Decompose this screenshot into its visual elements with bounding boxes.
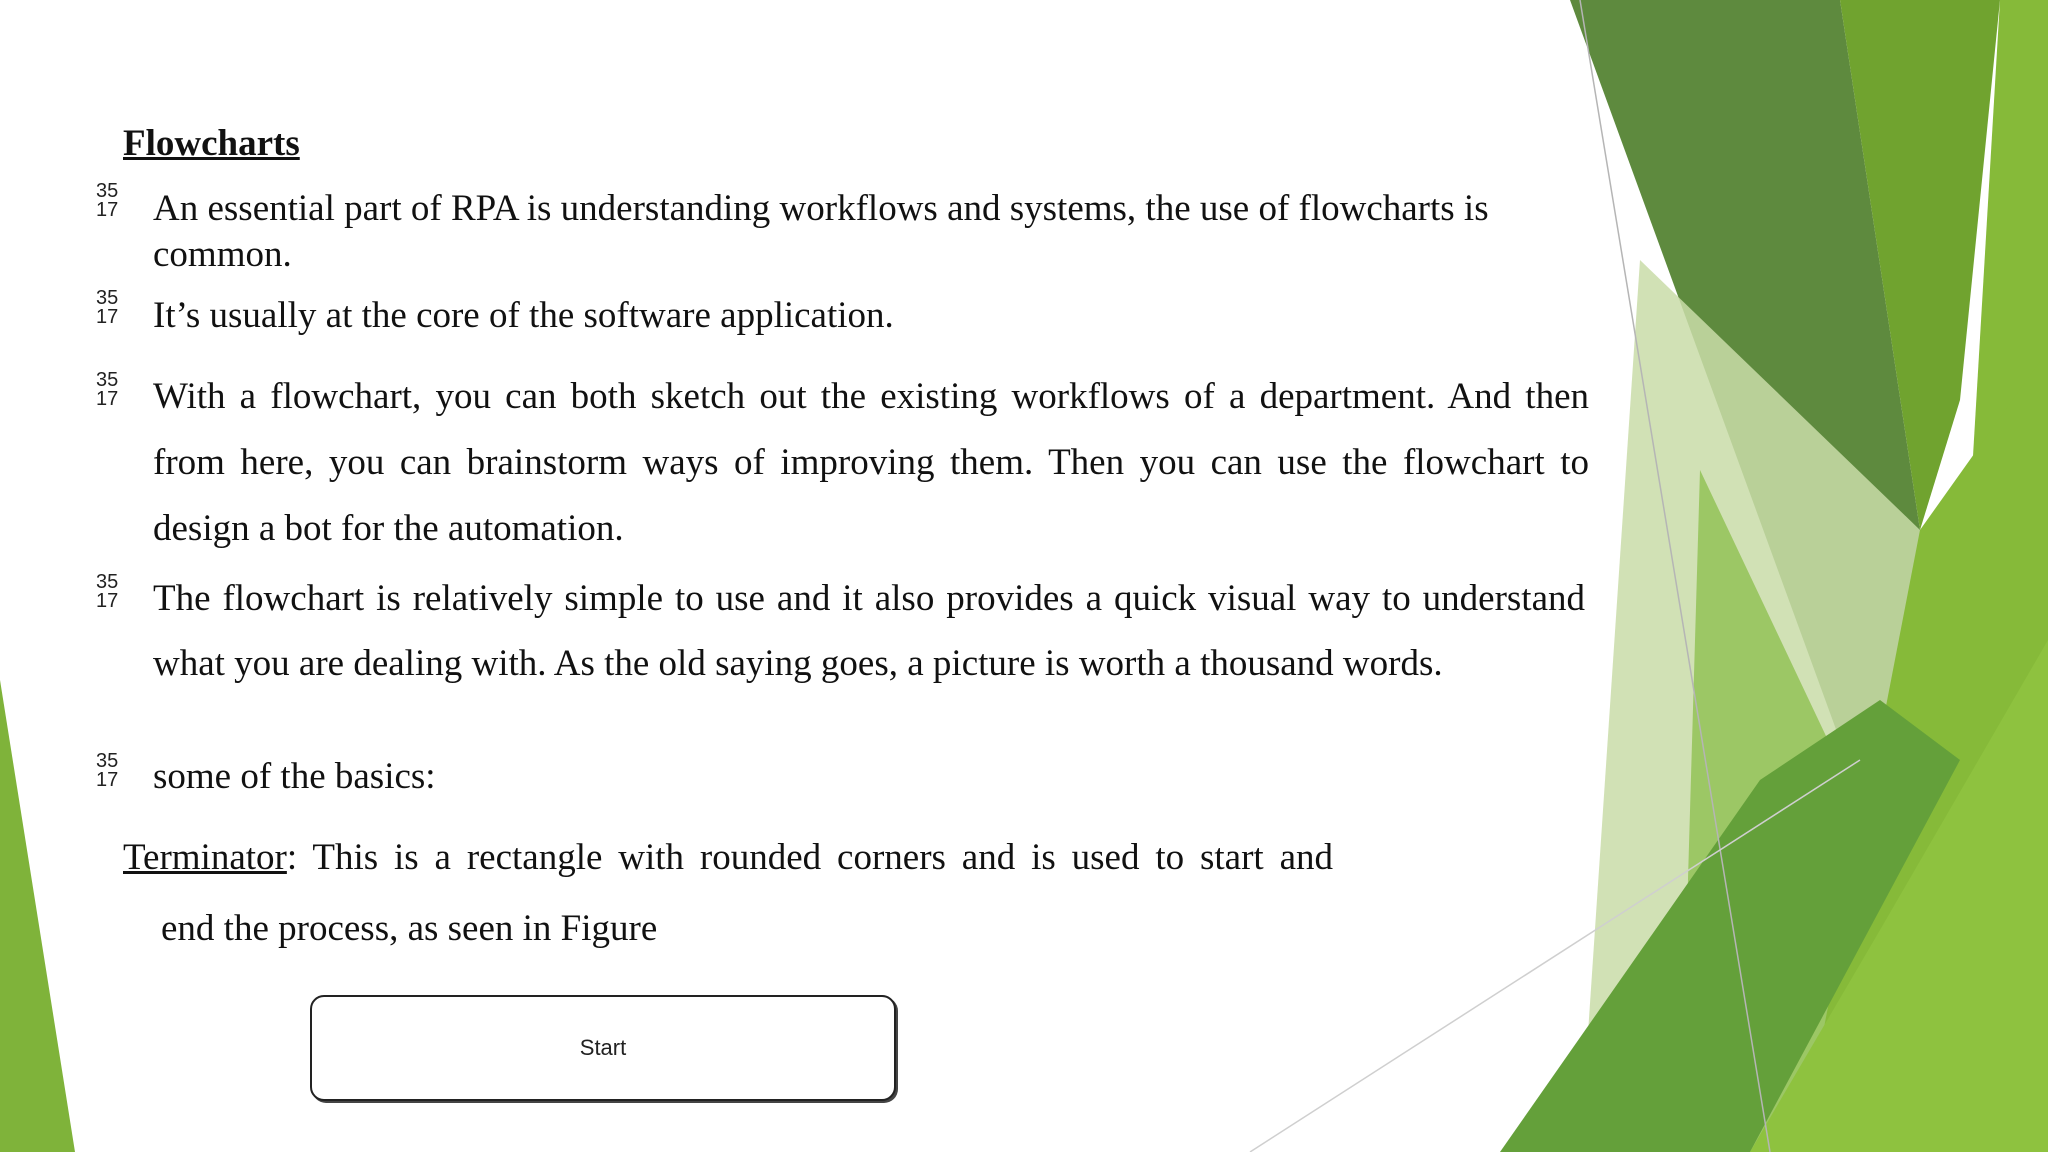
bullet-text: An essential part of RPA is understanding workflows and systems, the use of flowcharts is common. [153,188,1489,275]
bullet-text: With a flowchart, you can both sketch out the existing workflows of a department. And then from here, you can brainstorm ways of improving them. Then you can use the flowchart to design a bot for the automation. [153,376,1589,549]
bullet-marker-bottom: 17 [96,590,119,612]
left-green-sliver [0,680,75,1152]
bullet-marker-bottom: 17 [96,388,119,410]
slide-title: Flowcharts [123,123,300,164]
bullet-marker-bottom: 17 [96,199,119,221]
start-terminator-shape [310,995,896,1101]
bullet-marker [96,289,136,327]
bullet-marker-top: 35 [96,180,119,202]
bullet-text: It’s usually at the core of the software application. [153,295,894,336]
bullet-marker-top: 35 [96,571,119,593]
bullet-marker-top: 35 [96,287,119,309]
bullet-marker [96,182,136,220]
bullet-marker [96,752,136,790]
bullet-text: The flowchart is relatively simple to use and it also provides a quick visual way to understand what you are dealing with. As the old saying goes, a picture is worth a thousand words. [153,578,1585,684]
bullet-text: some of the basics: [153,756,436,797]
terminator-description [123,835,1333,881]
bullet-marker [96,573,136,611]
terminator-line2: end the process, as seen in Figure [161,908,658,949]
bullet-marker-bottom: 17 [96,306,119,328]
bullet-marker-top: 35 [96,369,119,391]
bullet-marker-bottom: 17 [96,769,119,791]
terminator-term: Terminator [123,837,287,878]
start-label: Start [579,1035,627,1060]
bullet-marker [96,371,136,409]
bullet-marker-top: 35 [96,750,119,772]
terminator-line1-rest: : This is a rectangle with rounded corners and is used to start and [286,837,1333,878]
